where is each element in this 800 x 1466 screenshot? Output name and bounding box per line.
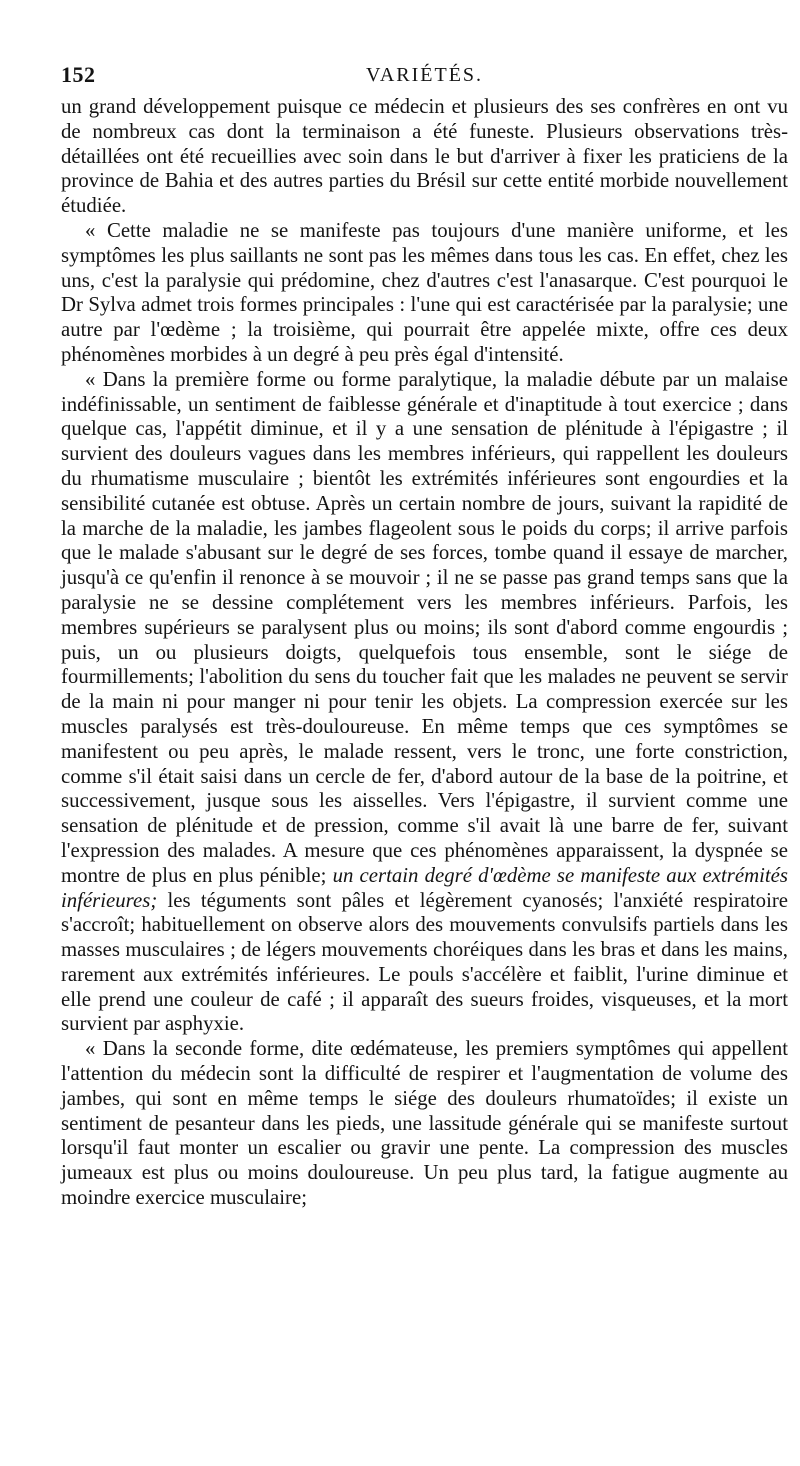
paragraph-paralytic-form: [61, 368, 788, 1038]
body-text: [61, 95, 788, 1211]
page-header: [61, 62, 788, 92]
page-number: 152: [61, 62, 96, 87]
emphasized-phrase: un certain degré d'œdème se manifeste aux extrémités inférieures;: [61, 863, 788, 912]
paralytic-form-text-start: « Dans la première forme ou forme paralytique, la maladie débute par un malaise indéfinissable, un sentiment de faiblesse générale et d'inaptitude à tout exercice ; dans quelque cas, l'appétit diminue, et il y a une sensation de plénitude à l'épigastre ; il survient des douleurs vagues dans les membres inférieurs, qui rappellent les douleurs du rhumatisme musculaire ; bientôt les extrémités inférieures sont engourdies et la sensibilité cutanée est obtuse. Après un certain nombre de jours, suivant la rapidité de la marche de la maladie, les jambes flageolent sous le poids du corps; il arrive parfois que le malade s'abusant sur le degré de ses forces, tombe quand il essaye de marcher, jusqu'à ce qu'enfin il renonce à se mouvoir ; il ne se passe pas grand temps sans que la paralysie ne se dessine complétement vers les membres inférieurs. Parfois, les membres supérieurs se paralysent plus ou moins; ils sont d'abord comme engourdis ; puis, un ou plusieurs doigts, quelquefois tous ensemble, sont le siége de fourmillements; l'abolition du sens du toucher fait que les malades ne peuvent se servir de la main ni pour manger ni pour tenir les objets. La compression exercée sur les muscles paralysés est très-douloureuse. En même temps que ces symptômes se manifestent ou peu après, le malade ressent, vers le tronc, une forte constriction, comme s'il était saisi dans un cercle de fer, d'abord autour de la base de la poitrine, et successivement, jusque sous les aisselles. Vers l'épigastre, il survient comme une sensation de plénitude et de pression, comme s'il avait là une barre de fer, suivant l'expression des malades. A mesure que ces phénomènes apparaissent, la dyspnée se montre de plus en plus pénible;: [61, 367, 788, 887]
paragraph-continuation: un grand développement puisque ce médecin et plusieurs des ses confrères en ont vu de nombreux cas dont la terminaison a été funeste. Plusieurs observations très-détaillées ont été recueillies avec soin dans le but d'arriver à fixer les praticiens de la province de Bahia et des autres parties du Brésil sur cette entité morbide nouvellement étudiée.: [61, 95, 788, 218]
paralytic-form-text-end: les téguments sont pâles et légèrement cyanosés; l'anxiété respiratoire s'accroît; habituellement on observe alors des mouvements convulsifs partiels dans les masses musculaires ; de légers mouvements choréiques dans les bras et dans les mains, rarement aux extrémités inférieures. Le pouls s'accélère et faiblit, l'urine diminue et elle prend une couleur de café ; il apparaît des sueurs froides, visqueuses, et la mort survient par asphyxie.: [61, 888, 788, 1036]
running-title: VARIÉTÉS.: [365, 64, 484, 86]
paragraph-forms-overview: « Cette maladie ne se manifeste pas toujours d'une manière uniforme, et les symptômes les plus saillants ne sont pas les mêmes dans tous les cas. En effet, chez les uns, c'est la paralysie qui prédomine, chez d'autres c'est l'anasarque. C'est pourquoi le Dr Sylva admet trois formes principales : l'une qui est caractérisée par la paralysie; une autre par l'œdème ; la troisième, qui pourrait être appelée mixte, offre ces deux phénomènes morbides à un degré à peu près égal d'intensité.: [61, 218, 788, 366]
paragraph-oedematous-form: « Dans la seconde forme, dite œdémateuse, les premiers symptômes qui appellent l'attention du médecin sont la difficulté de respirer et l'augmentation de volume des jambes, qui sont en même temps le siége des douleurs rhumatoïdes; il existe un sentiment de pesanteur dans les pieds, une lassitude générale qui se manifeste surtout lorsqu'il faut monter un escalier ou gravir une pente. La compression des muscles jumeaux est plus ou moins douloureuse. Un peu plus tard, la fatigue augmente au moindre exercice musculaire;: [61, 1037, 788, 1210]
